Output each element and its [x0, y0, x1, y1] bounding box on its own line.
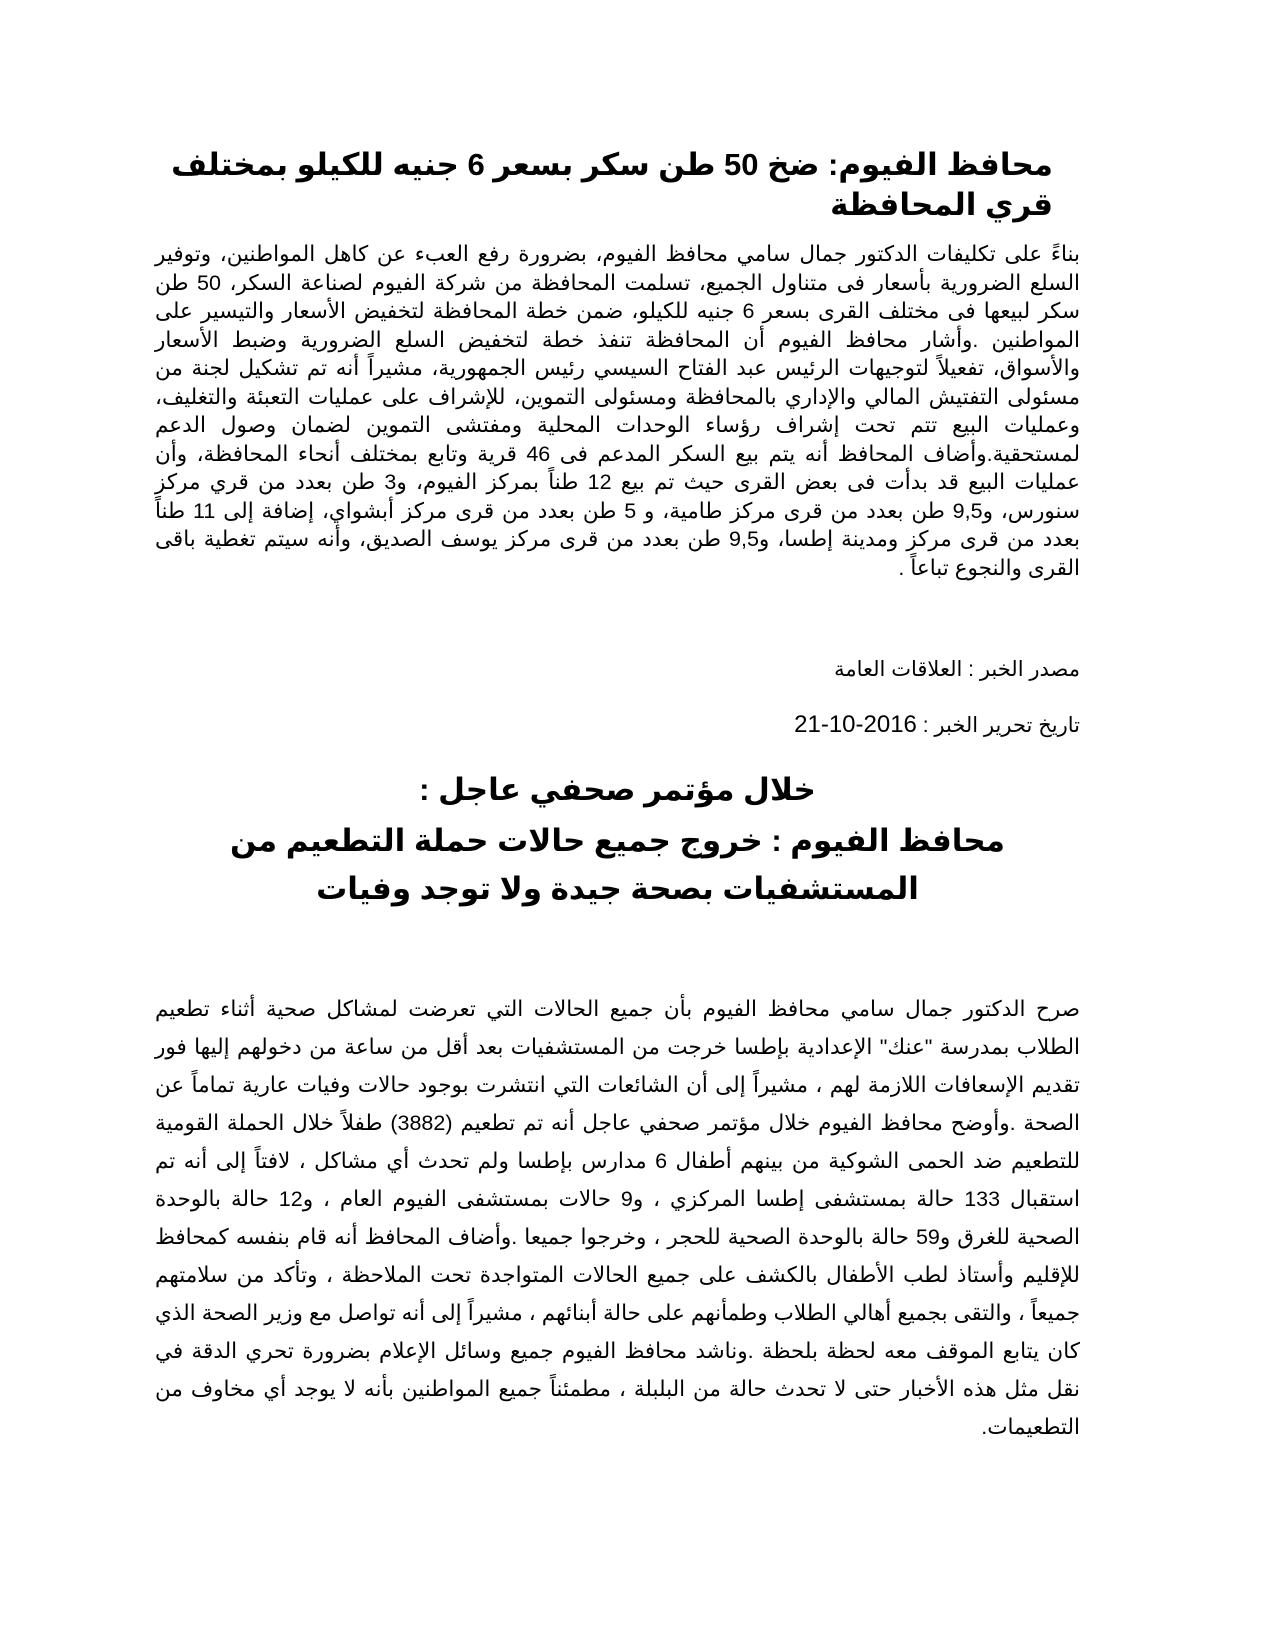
news-source: مصدر الخبر : العلاقات العامة	[834, 658, 1080, 681]
news-date-label: تاريخ تحرير الخبر :	[916, 714, 1080, 737]
article-subheading: خلال مؤتمر صحفي عاجل :	[419, 772, 816, 807]
news-date-value: 2016-10-21	[794, 711, 917, 738]
article-title: محافظ الفيوم: ضخ 50 طن سكر بسعر 6 جنيه للكيلو بمختلف قري المحافظة	[171, 147, 1053, 222]
news-date	[794, 711, 1080, 740]
article-title-secondary: محافظ الفيوم : خروج جميع حالات حملة التطعيم من المستشفيات بصحة جيدة ولا توجد وفيات	[230, 823, 1005, 906]
article-body-secondary: صرح الدكتور جمال سامي محافظ الفيوم بأن جميع الحالات التي تعرضت لمشاكل صحية أثناء تطعيم الطلاب بمدرسة "عنك" الإعدادية بإطسا خرجت من المستشفيات بعد أقل من ساعة من دخولهم إليها فور تقديم الإسعافات اللازمة لهم ، مشيراً إلى أن الشائعات التي انتشرت بوجود حالات وفيات عارية تماماً عن الصحة .وأوضح محافظ الفيوم خلال مؤتمر صحفي عاجل أنه تم تطعيم (3882) طفلاً خلال الحملة القومية للتطعيم ضد الحمى الشوكية من بينهم أطفال 6 مدارس بإطسا ولم تحدث أي مشاكل ، لافتاً إلى أنه تم استقبال 133 حالة بمستشفى إطسا المركزي ، و9 حالات بمستشفى الفيوم العام ، و12 حالة بالوحدة الصحية للغرق و59 حالة بالوحدة الصحية للحجر ، وخرجوا جميعا .وأضاف المحافظ أنه قام بنفسه كمحافظ للإقليم وأستاذ لطب الأطفال بالكشف على جميع الحالات المتواجدة تحت الملاحظة ، وتأكد من سلامتهم جميعاً ، والتقى بجميع أهالي الطلاب وطمأنهم على حالة أبنائهم ، مشيراً إلى أنه تواصل مع وزير الصحة الذي كان يتابع الموقف معه لحظة بلحظة .وناشد محافظ الفيوم جميع وسائل الإعلام بضرورة تحري الدقة في نقل مثل هذه الأخبار حتى لا تحدث حالة من البلبلة ، مطمئناً جميع المواطنين بأنه لا يوجد أي مخاوف من التطعيمات.	[155, 997, 1080, 1439]
article-body: بناءً على تكليفات الدكتور جمال سامي محافظ الفيوم، بضرورة رفع العبء عن كاهل المواطنين، وتوفير السلع الضرورية بأسعار فى متناول الجميع، تسلمت المحافظة من شركة الفيوم لصناعة السكر، 50 طن سكر لبيعها فى مختلف القرى بسعر 6 جنيه للكيلو، ضمن خطة المحافظة لتخفيض الأسعار والتيسير على المواطنين .وأشار محافظ الفيوم أن المحافظة تنفذ خطة لتخفيض السلع الضرورية وضبط الأسعار والأسواق، تفعيلاً لتوجيهات الرئيس عبد الفتاح السيسي رئيس الجمهورية، مشيراً أنه تم تشكيل لجنة من مسئولى التفتيش المالي والإداري بالمحافظة ومسئولى التموين، للإشراف على عمليات التعبئة والتغليف، وعمليات البيع تتم تحت إشراف رؤساء الوحدات المحلية ومفتشى التموين لضمان وصول الدعم لمستحقية.وأضاف المحافظ أنه يتم بيع السكر المدعم فى 46 قرية وتابع بمختلف أنحاء المحافظة، وأن عمليات البيع قد بدأت فى بعض القرى حيث تم بيع 12 طناً بمركز الفيوم، و3 طن بعدد من قري مركز سنورس، و9,5 طن بعدد من قرى مركز طامية، و 5 طن بعدد من قرى مركز أبشواي، إضافة إلى 11 طناً بعدد من قرى مركز ومدينة إطسا، و9,5 طن بعدد من قرى مركز يوسف الصديق، وأنه سيتم تغطية باقى القرى والنجوع تباعاً .	[155, 242, 1081, 580]
